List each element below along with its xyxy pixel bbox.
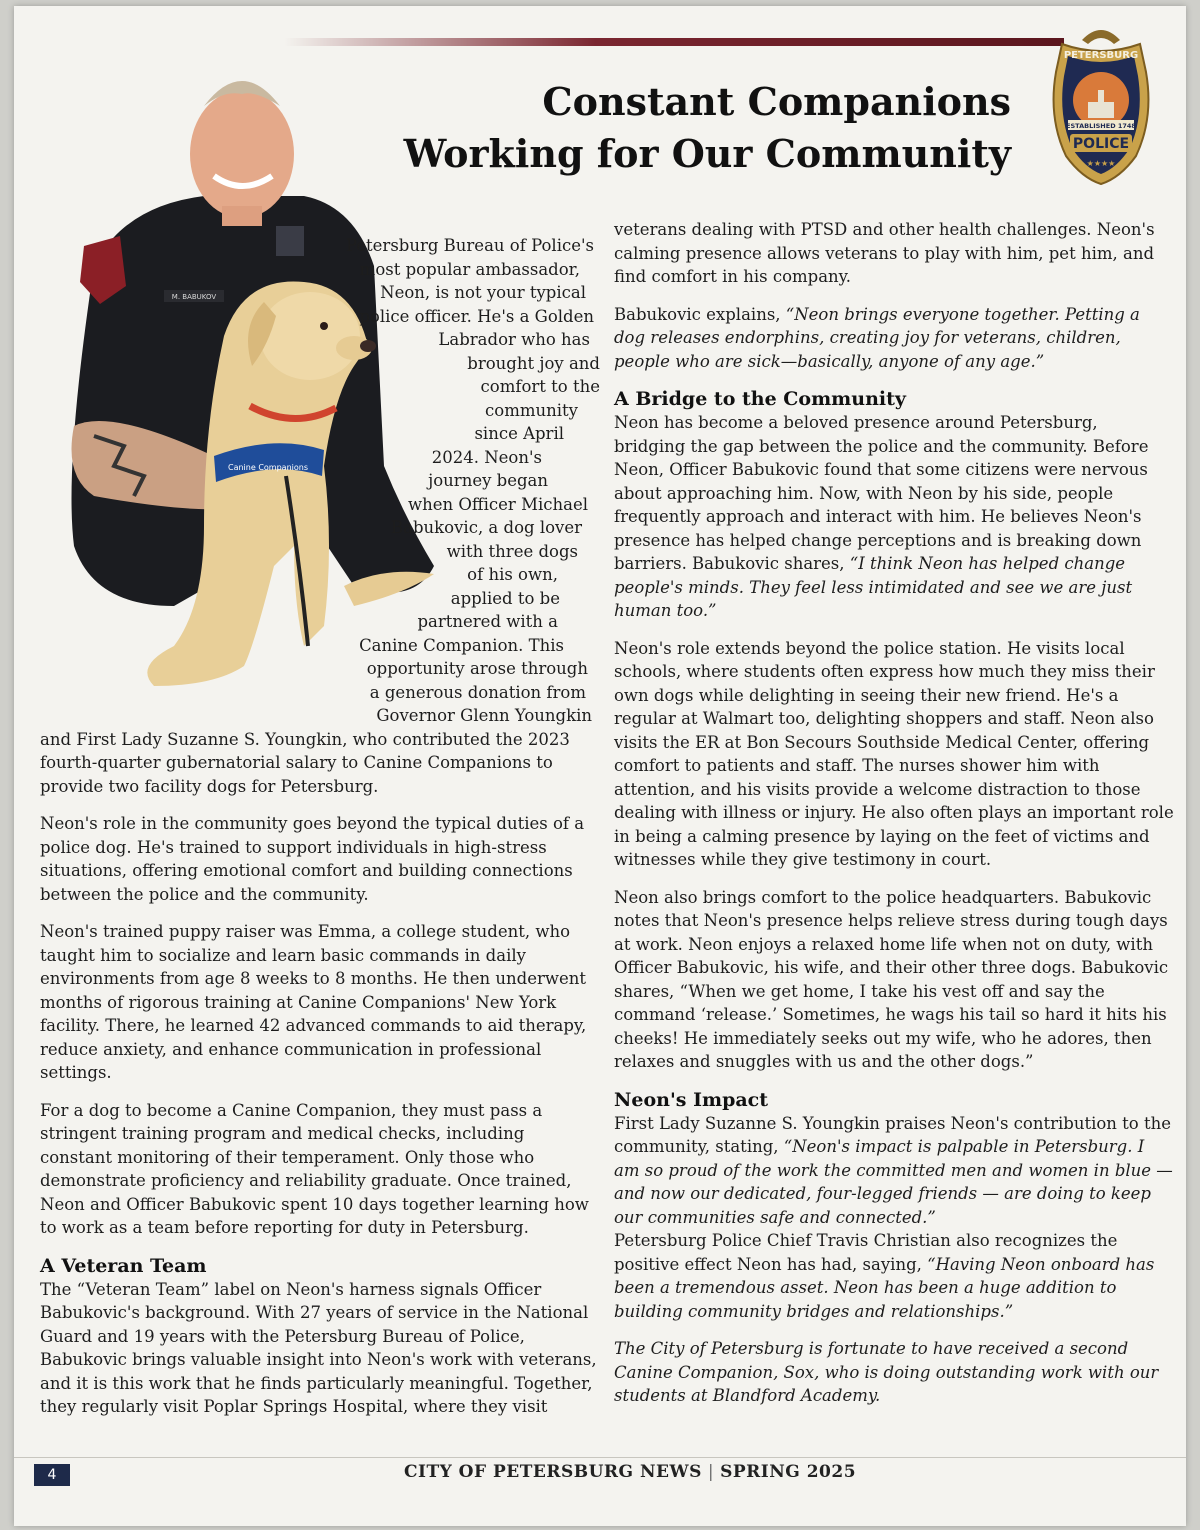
right-paragraph-2: [614, 303, 1174, 374]
intro-line: applied to be: [450, 588, 560, 608]
paragraph-lead: Babukovic explains,: [614, 304, 786, 324]
issue-name: SPRING 2025: [720, 1462, 857, 1482]
footer-publication: [404, 1462, 856, 1482]
left-paragraph-4: For a dog to become a Canine Companion, they must pass a stringent training program and medical checks, including constant monitoring of their temperament. Only those who demonstrate proficiency and reliability graduate. Once trained, Neon and Officer Babukovic spent 10 days together learning how to work as a team before reporting for duty in Petersburg.: [40, 1100, 589, 1237]
intro-line: police officer. He's a Golden: [359, 306, 594, 326]
publication-name: CITY OF PETERSBURG NEWS: [404, 1462, 702, 1482]
intro-line: of his own,: [467, 565, 558, 584]
intro-line: Canine Companion. This: [359, 635, 564, 655]
title-line-1: Constant Companions: [542, 79, 1011, 124]
intro-paragraph: [40, 234, 600, 798]
quote: “Neon brings everyone together. Petting a dog releases endorphins, creating joy for veterans, children, people who are sick—basically, anyone of any age.”: [614, 304, 1140, 371]
page-footer: [14, 1457, 1186, 1488]
right-paragraph-5: Neon also brings comfort to the police headquarters. Babukovic notes that Neon's presence helps relieve stress during tough days at work. Neon enjoys a relaxed home life when not on duty, with Officer Babukovic, his wife, and their other three dogs. Babukovic shares, “When we get home, I take his vest off and say the command ‘release.’ Sometimes, he wags his tail so hard it hits his cheeks! He immediately seeks out my wife, who he adores, then relaxes and snuggles with us and the other dogs.”: [614, 887, 1169, 1071]
badge-top-text: PETERSBURG: [1063, 50, 1139, 61]
left-paragraph-2: Neon's role in the community goes beyond the typical duties of a police dog. He's trained to support individuals in high-stress situations, offering emotional comfort and building connections between the police and the community.: [40, 814, 585, 904]
intro-line: 2024. Neon's: [431, 447, 542, 467]
heading-bridge-to-community: A Bridge to the Community: [614, 388, 906, 410]
right-paragraph-7: [614, 1229, 1174, 1323]
heading-veteran-team: A Veteran Team: [40, 1254, 207, 1277]
badge-established-text: ESTABLISHED 1748: [1066, 122, 1136, 130]
right-paragraph-8: The City of Petersburg is fortunate to have received a second Canine Companion, Sox, who is doing outstanding work with our students at Blandford Academy.: [614, 1339, 1159, 1405]
paragraph-lead: Neon has become a beloved presence around Petersburg, bridging the gap between the police and the community. Before Neon, Officer Babukovic found that some citizens were nervous about approaching him. Now, with Neon by his side, people frequently approach and interact with him. He believes Neon's presence has helped change perceptions and is breaking down barriers. Babukovic shares,: [614, 413, 1149, 573]
paragraph-lead: Petersburg Police Chief Travis Christian also recognizes the positive effect Neon has had, saying,: [614, 1231, 1118, 1274]
svg-text:★★★★: ★★★★: [1086, 159, 1116, 168]
intro-line: since April: [474, 424, 564, 443]
intro-line: a generous donation from: [369, 682, 586, 702]
intro-line: most popular ambassador,: [359, 259, 580, 279]
intro-line: brought joy and: [467, 353, 600, 373]
intro-line: with three dogs: [446, 541, 578, 561]
header-rule: [284, 38, 1064, 46]
quote: “Neon's impact is palpable in Petersburg. I am so proud of the work the committed men and women in blue — and now our dedicated, four-legged friends — are doing to keep our communities safe and connected.”: [614, 1137, 1173, 1227]
intro-line: Labrador who has: [438, 330, 590, 349]
page-number: 4: [34, 1464, 70, 1486]
right-column: [614, 218, 1174, 1422]
intro-line: community: [485, 400, 578, 420]
intro-line: journey began: [428, 471, 548, 490]
officer-name-tag: M. BABUKOV: [171, 293, 217, 301]
newsletter-page: [14, 6, 1186, 1526]
quote: “I think Neon has helped change people's minds. They feel less intimidated and see we are just human too.”: [614, 554, 1133, 620]
police-badge-icon: [1042, 18, 1160, 186]
right-paragraph-6: [614, 1112, 1174, 1230]
intro-line: when Officer Michael: [408, 494, 588, 514]
title-line-2: Working for Our Community: [403, 131, 1011, 176]
badge-bottom-text: POLICE: [1072, 136, 1130, 152]
heading-neons-impact: Neon's Impact: [614, 1088, 769, 1111]
left-paragraph-3: Neon's trained puppy raiser was Emma, a college student, who taught him to socialize and learn basic commands in daily environments from age 8 weeks to 8 months. He then underwent months of rigorous training at Canine Companions' New York facility. There, he learned 42 advanced commands to aid therapy, reduce anxiety, and enhance communication in professional settings.: [40, 922, 587, 1082]
left-column: [40, 234, 600, 1433]
vest-label: Canine Companions: [228, 463, 308, 472]
intro-line: opportunity arose through: [366, 659, 588, 678]
right-paragraph-4: Neon's role extends beyond the police station. He visits local schools, where students often express how much they miss their own dogs while delighting in seeing their new friend. He's a regular at Walmart too, delighting shoppers and staff. Neon also visits the ER at Bon Secours Southside Medical Center, offering comfort to patients and staff. The nurses shower him with attention, and his visits provide a welcome distraction to those dealing with illness or injury. He also often plays an important role in being a calming presence by laying on the feet of victims and witnesses while they give testimony in court.: [614, 638, 1174, 869]
intro-line: Governor Glenn Youngkin: [376, 706, 592, 725]
left-paragraph-5: The “Veteran Team” label on Neon's harness signals Officer Babukovic's background. With 27 years of service in the National Guard and 19 years with the Petersburg Bureau of Police, Babukovic brings valuable insight into Neon's work with veterans, and it is this work that he finds particularly meaningful. Together, they regularly visit Poplar Springs Hospital, where they visit: [40, 1279, 597, 1416]
right-paragraph-1: veterans dealing with PTSD and other health challenges. Neon's calming presence allows veterans to play with him, pet him, and find comfort in his company.: [614, 220, 1155, 286]
paragraph-lead: First Lady Suzanne S. Youngkin praises Neon's contribution to the community, stating,: [614, 1113, 1172, 1156]
intro-line: Babukovic, a dog lover: [391, 518, 582, 537]
intro-tail: and First Lady Suzanne S. Youngkin, who contributed the 2023 fourth-quarter gubernatorial salary to Canine Companions to provide two facility dogs for Petersburg.: [40, 729, 570, 796]
intro-line: comfort to the: [480, 377, 600, 396]
footer-separator: |: [707, 1462, 715, 1482]
right-paragraph-3: [614, 411, 1174, 623]
intro-line: Petersburg Bureau of Police's: [345, 236, 594, 255]
intro-line: partnered with a: [417, 612, 558, 631]
quote: “Having Neon onboard has been a tremendous asset. Neon has been a huge addition to building community bridges and relationships.”: [614, 1254, 1155, 1321]
intro-line: Neon, is not your typical: [380, 283, 586, 302]
